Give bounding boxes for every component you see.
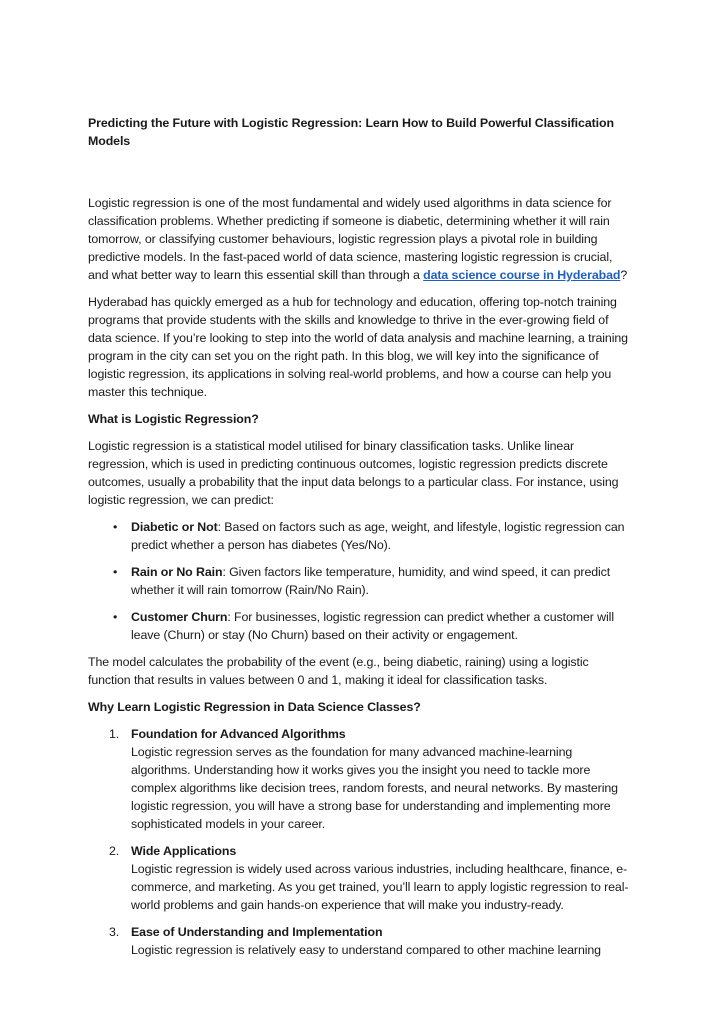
list-item: [88, 518, 632, 554]
bullet-icon: •: [113, 610, 118, 624]
list-item-title: Foundation for Advanced Algorithms: [131, 727, 346, 741]
list-item-text: : Based on factors such as age, weight, and lifestyle, logistic regression can predict whether a person has diabetes (Yes/No).: [131, 520, 625, 552]
list-item-text: Logistic regression is widely used across various industries, including healthcare, finance, e-commerce, and marketing. As you get trained, you’ll learn to apply logistic regression to real-world problems and gain hands-on experience that will make you industry-ready.: [131, 862, 629, 912]
bullet-icon: •: [113, 565, 118, 579]
list-item: [88, 923, 632, 959]
hyderabad-paragraph: Hyderabad has quickly emerged as a hub for technology and education, offering top-notch training programs that provide students with the skills and knowledge to thrive in the ever-growing field of data science. If you’re looking to step into the world of data analysis and machine learning, a training program in the city can set you on the right path. In this blog, we will key into the significance of logistic regression, its applications in solving real-world problems, and how a course can help you master this technique.: [88, 295, 628, 399]
list-item: [88, 725, 632, 833]
bullet-icon: •: [113, 520, 118, 534]
section-heading-what-is: What is Logistic Regression?: [88, 412, 259, 426]
list-item-text: Logistic regression serves as the foundation for many advanced machine-learning algorithms. Understanding how it works gives you the insight you need to tackle more complex algorithms like decision trees, random forests, and neural networks. By mastering logistic regression, you will have a strong base for understanding and implementing more sophisticated models in your career.: [131, 745, 618, 831]
list-item: [88, 563, 632, 599]
list-item-label: Rain or No Rain: [131, 565, 223, 579]
list-item-text: : Given factors like temperature, humidity, and wind speed, it can predict whether it will rain tomorrow (Rain/No Rain).: [131, 565, 611, 597]
list-number: 2.: [109, 844, 120, 858]
list-number: 3.: [109, 925, 120, 939]
course-link[interactable]: data science course in Hyderabad: [423, 268, 621, 282]
list-item-text: Logistic regression is relatively easy to understand compared to other machine learning: [131, 943, 601, 957]
document-title: Predicting the Future with Logistic Regression: Learn How to Build Powerful Classification Models: [88, 116, 614, 148]
definition-paragraph: Logistic regression is a statistical model utilised for binary classification tasks. Unlike linear regression, which is used in predicting continuous outcomes, logistic regression predicts discrete outcomes, usually a probability that the input data belongs to a particular class. For instance, using logistic regression, we can predict:: [88, 439, 619, 507]
list-item: [88, 842, 632, 914]
list-item-title: Ease of Understanding and Implementation: [131, 925, 383, 939]
intro-paragraph: [88, 194, 632, 284]
list-item: [88, 608, 632, 644]
list-item-text: : For businesses, logistic regression can predict whether a customer will leave (Churn) or stay (No Churn) based on their activity or engagement.: [131, 610, 614, 642]
list-item-label: Customer Churn: [131, 610, 228, 624]
probability-paragraph: The model calculates the probability of the event (e.g., being diabetic, raining) using a logistic function that results in values between 0 and 1, making it ideal for classification tasks.: [88, 655, 589, 687]
section-heading-why-learn: Why Learn Logistic Regression in Data Science Classes?: [88, 700, 421, 714]
intro-text-end: ?: [620, 268, 628, 282]
list-item-label: Diabetic or Not: [131, 520, 218, 534]
list-number: 1.: [109, 727, 120, 741]
reasons-list: [88, 725, 632, 959]
examples-list: [88, 518, 632, 644]
intro-text: Logistic regression is one of the most fundamental and widely used algorithms in data science for classification problems. Whether predicting if someone is diabetic, determining whether it will rain tomorrow, or classifying customer behaviours, logistic regression plays a pivotal role in building predictive models. In the fast-paced world of data science, mastering logistic regression is crucial, and what better way to learn this essential skill than through a: [88, 196, 613, 282]
list-item-title: Wide Applications: [131, 844, 237, 858]
